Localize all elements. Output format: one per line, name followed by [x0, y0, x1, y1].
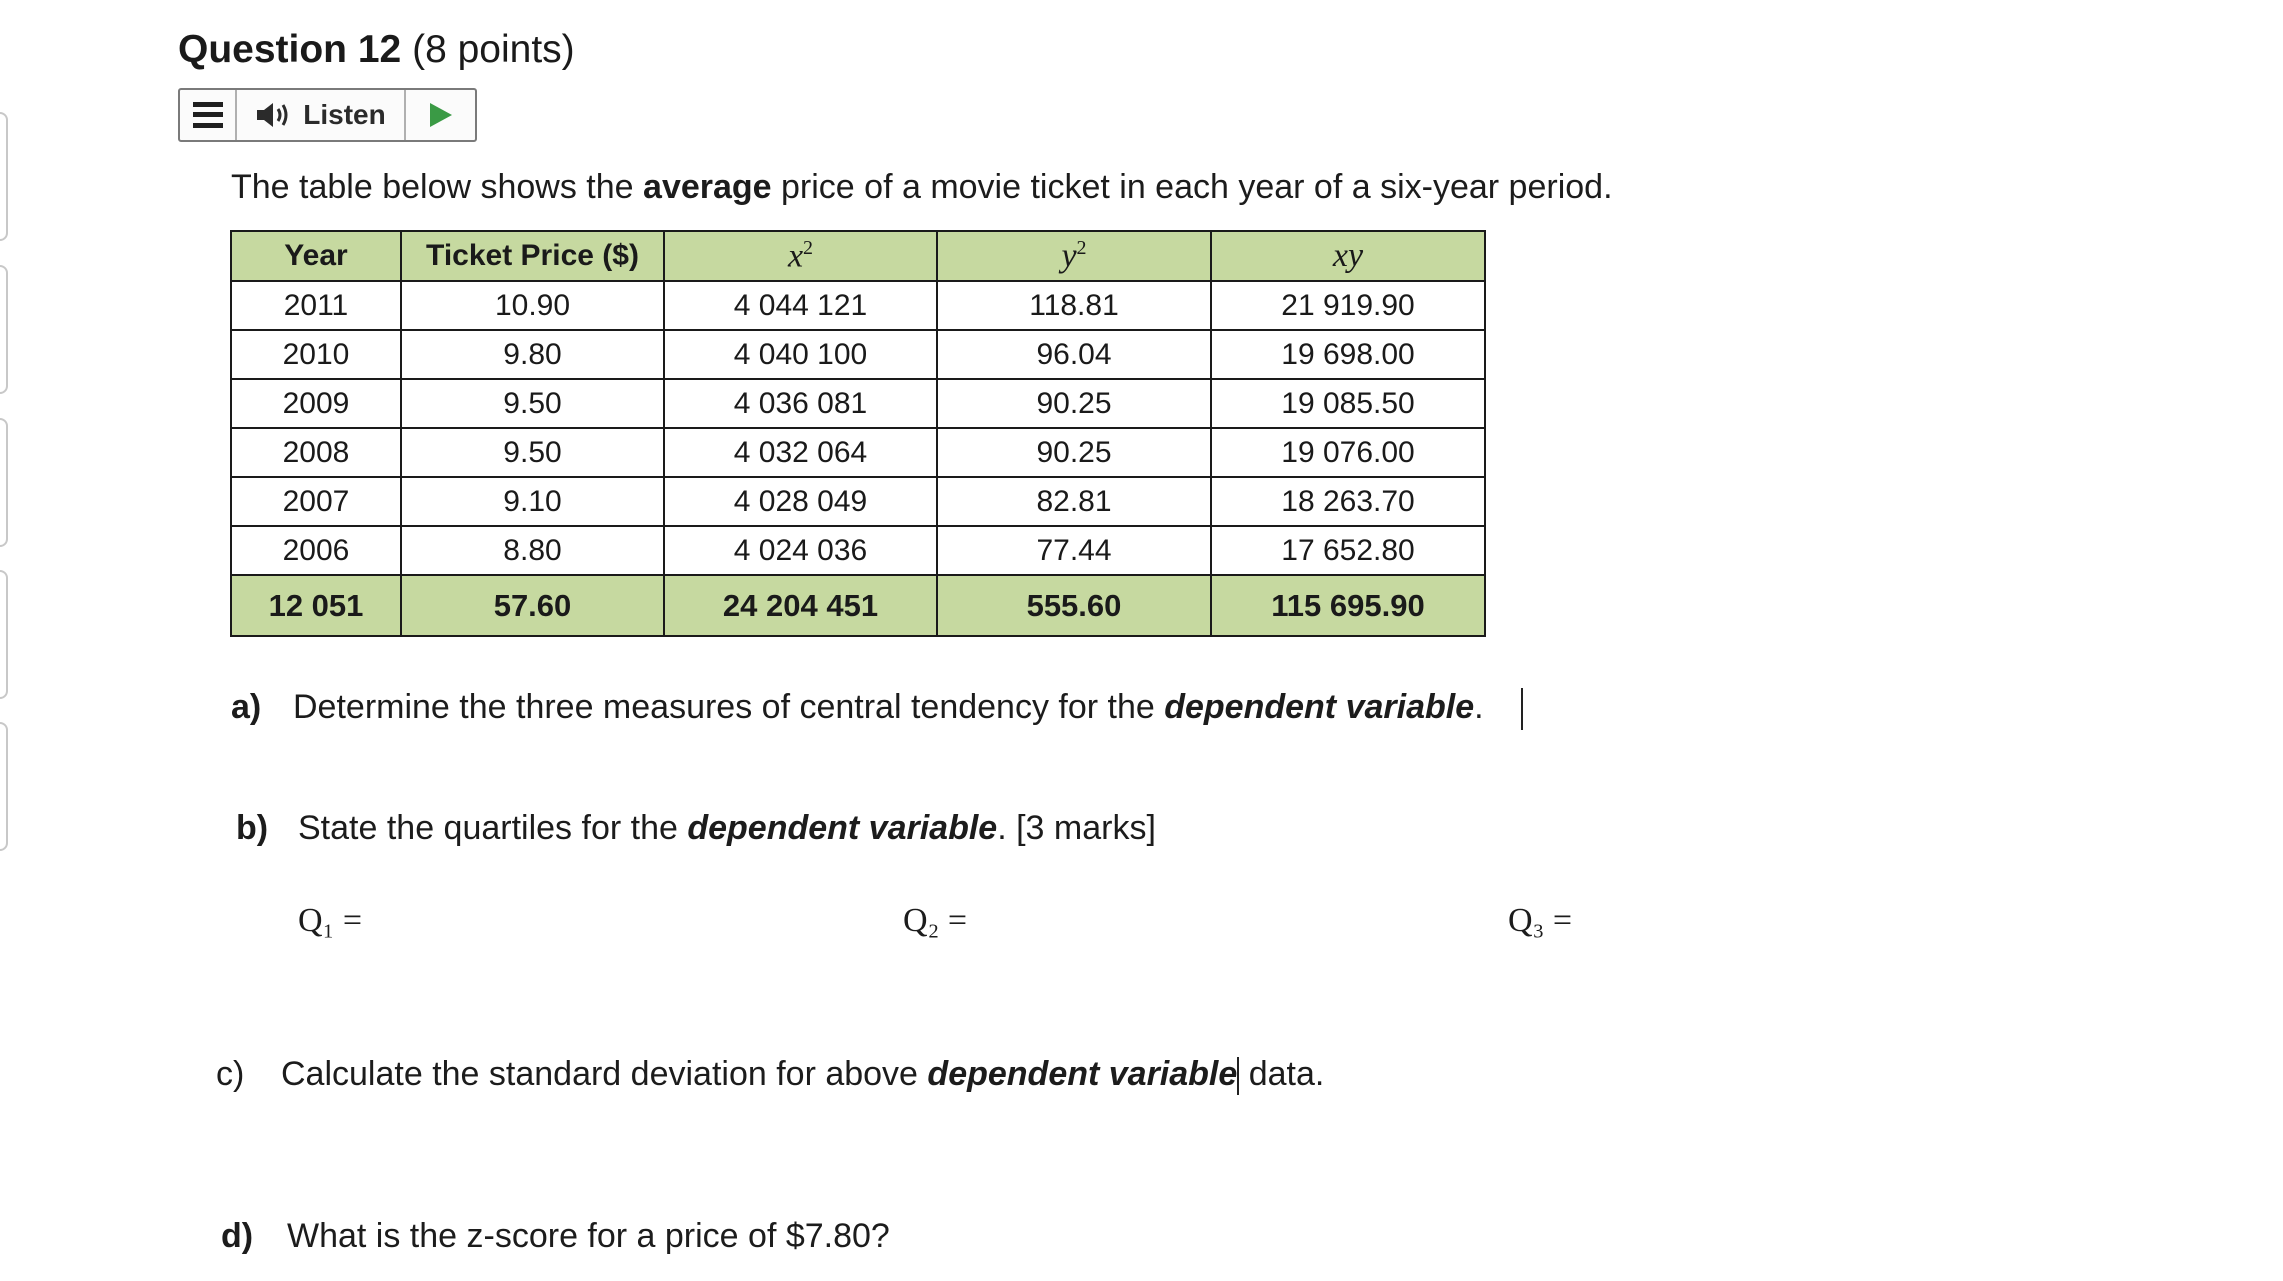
table-header-row [231, 231, 1485, 281]
total-price: 57.60 [401, 575, 664, 636]
header-xy: xy [1211, 231, 1485, 281]
part-c-end: data. [1239, 1055, 1325, 1093]
part-b [236, 805, 1156, 851]
total-xy: 115 695.90 [1211, 575, 1485, 636]
part-a-emph: dependent variable [1164, 688, 1475, 726]
speaker-icon [255, 100, 295, 130]
part-c-text: Calculate the standard deviation for above [281, 1055, 928, 1093]
header-x-squared [664, 231, 937, 281]
part-b-emph: dependent variable [687, 809, 998, 847]
table-totals-row [231, 575, 1485, 636]
q3-label: Q₃ = [1508, 902, 1573, 939]
header-x-squared-exponent: 2 [803, 236, 814, 259]
cell-year: 2008 [231, 428, 401, 477]
question-number: Question 12 [178, 28, 402, 71]
side-panel-tab-3 [0, 418, 8, 547]
total-x-squared: 24 204 451 [664, 575, 937, 636]
part-c-letter: c) [216, 1055, 245, 1093]
cell-x-squared: 4 036 081 [664, 379, 937, 428]
part-a-text: Determine the three measures of central tendency for the [293, 688, 1165, 726]
part-c-emph: dependent variable [927, 1055, 1238, 1093]
cell-price: 9.10 [401, 477, 664, 526]
table-row [231, 428, 1485, 477]
cell-x-squared: 4 044 121 [664, 281, 937, 330]
cell-xy: 19 085.50 [1211, 379, 1485, 428]
cell-x-squared: 4 028 049 [664, 477, 937, 526]
question-title [178, 24, 575, 76]
hamburger-menu-icon [193, 102, 223, 128]
side-panel-tab-1 [0, 112, 8, 241]
header-ticket-price: Ticket Price ($) [401, 231, 664, 281]
cell-xy: 19 076.00 [1211, 428, 1485, 477]
header-year: Year [231, 231, 401, 281]
part-a-letter: a) [231, 688, 262, 726]
header-y-squared-base: y [1061, 237, 1077, 275]
cell-xy: 19 698.00 [1211, 330, 1485, 379]
intro-text-start: The table below shows the [231, 168, 644, 206]
table-row [231, 526, 1485, 575]
cell-x-squared: 4 040 100 [664, 330, 937, 379]
total-year: 12 051 [231, 575, 401, 636]
cell-price: 8.80 [401, 526, 664, 575]
cell-xy: 18 263.70 [1211, 477, 1485, 526]
listen-button[interactable] [237, 90, 406, 140]
cell-price: 9.50 [401, 428, 664, 477]
header-x-squared-base: x [787, 237, 804, 275]
cell-xy: 17 652.80 [1211, 526, 1485, 575]
header-y-squared-exponent: 2 [1076, 236, 1087, 259]
side-panel-tab-4 [0, 570, 8, 699]
intro-text [231, 164, 1613, 210]
intro-text-end: price of a movie ticket in each year of a six-year period. [771, 168, 1613, 206]
cell-y-squared: 77.44 [937, 526, 1211, 575]
header-y-squared [937, 231, 1211, 281]
table-row [231, 477, 1485, 526]
movie-ticket-table [230, 230, 1486, 637]
cell-y-squared: 90.25 [937, 428, 1211, 477]
cell-price: 9.50 [401, 379, 664, 428]
part-b-text: State the quartiles for the [298, 809, 688, 847]
table-row [231, 330, 1485, 379]
cell-year: 2007 [231, 477, 401, 526]
table-row [231, 281, 1485, 330]
cell-year: 2006 [231, 526, 401, 575]
intro-text-bold: average [643, 168, 772, 206]
cell-year: 2011 [231, 281, 401, 330]
total-y-squared: 555.60 [937, 575, 1211, 636]
q1-label: Q₁ = [298, 902, 363, 939]
cell-y-squared: 118.81 [937, 281, 1211, 330]
text-cursor [1521, 688, 1523, 730]
part-a [231, 684, 1523, 730]
part-d-letter: d) [221, 1217, 254, 1255]
cell-xy: 21 919.90 [1211, 281, 1485, 330]
cell-year: 2010 [231, 330, 401, 379]
play-icon [428, 101, 454, 129]
part-b-end: . [3 marks] [997, 809, 1156, 847]
listen-label: Listen [303, 99, 386, 130]
cell-y-squared: 90.25 [937, 379, 1211, 428]
part-b-letter: b) [236, 809, 269, 847]
table-row [231, 379, 1485, 428]
toolbar-menu-button[interactable] [180, 90, 237, 140]
cell-price: 10.90 [401, 281, 664, 330]
part-d [221, 1213, 890, 1259]
cell-y-squared: 96.04 [937, 330, 1211, 379]
side-panel-tab-5 [0, 722, 8, 851]
cell-x-squared: 4 032 064 [664, 428, 937, 477]
q2-label: Q₂ = [903, 902, 968, 939]
cell-x-squared: 4 024 036 [664, 526, 937, 575]
part-d-text: What is the z-score for a price of $7.80? [287, 1217, 890, 1255]
cell-y-squared: 82.81 [937, 477, 1211, 526]
question-points: (8 points) [412, 28, 575, 71]
part-c [216, 1051, 1324, 1097]
cell-year: 2009 [231, 379, 401, 428]
cell-price: 9.80 [401, 330, 664, 379]
part-a-end: . [1474, 688, 1484, 726]
play-button[interactable] [406, 90, 475, 140]
side-panel-tab-2 [0, 265, 8, 394]
listen-toolbar [178, 88, 477, 142]
